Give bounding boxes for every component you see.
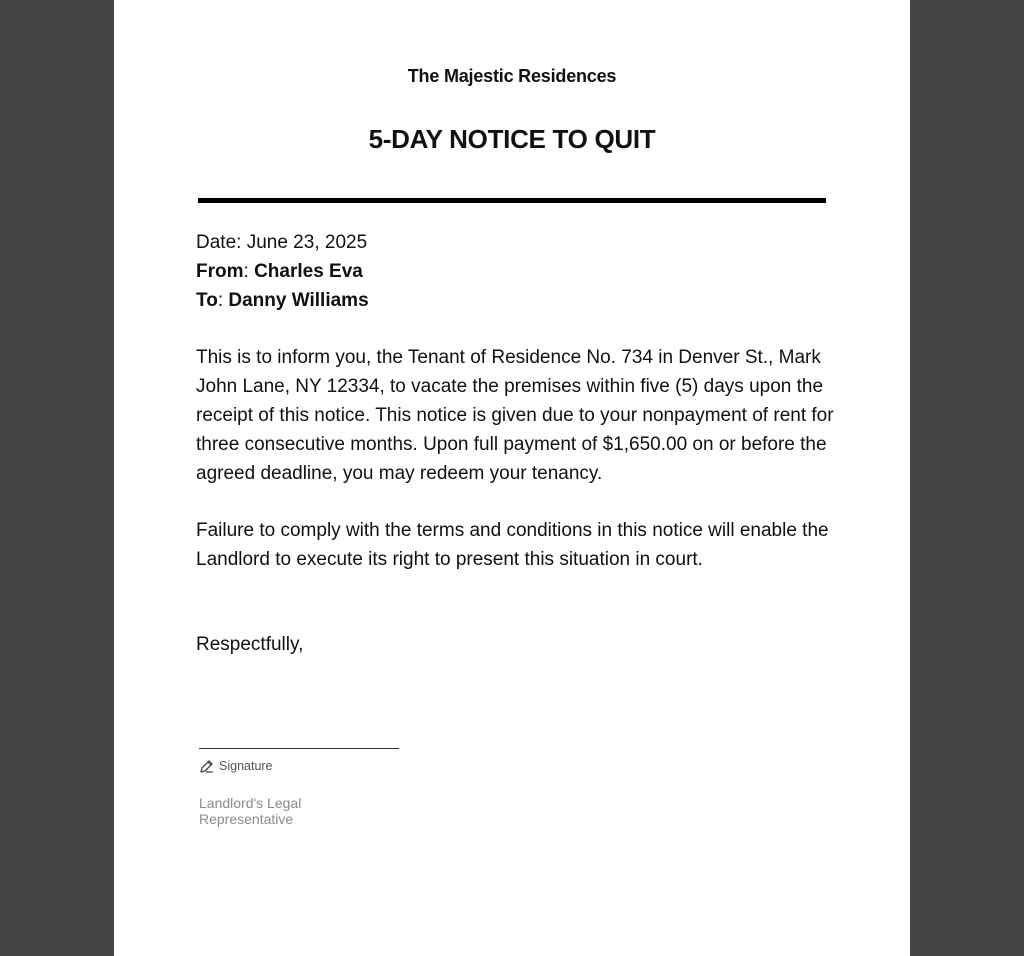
- title-divider: [198, 198, 826, 203]
- date-line: [196, 228, 367, 257]
- signature-label: Signature: [219, 759, 273, 773]
- from-line: From: Charles Eva: [196, 261, 363, 282]
- body-paragraph-2: Failure to comply with the terms and conditions in this notice will enable the Landlord to execute its right to present this situation in court.: [196, 520, 829, 570]
- from-value: Charles Eva: [254, 261, 363, 282]
- date-value: June 23, 2025: [246, 232, 368, 253]
- to-label: To: [196, 290, 218, 311]
- signature-pen-icon: [199, 758, 215, 774]
- signer-role: Landlord's Legal Representative: [199, 795, 302, 827]
- from-label: From: [196, 261, 244, 282]
- company-name: The Majestic Residences: [407, 66, 617, 86]
- notice-title: 5-DAY NOTICE TO QUIT: [368, 124, 656, 154]
- to-line: To: Danny Williams: [196, 290, 369, 311]
- signature-line: [199, 748, 399, 749]
- signature-label-row: [199, 758, 273, 774]
- to-value: Danny Williams: [228, 290, 369, 311]
- body-paragraph-1: This is to inform you, the Tenant of Residence No. 734 in Denver St., Mark John Lane, NY 12334, to vacate the premises within five (5) days upon the receipt of this notice. This notice is given due to your nonpayment of rent for three consecutive months. Upon full payment of $1,650.00 on or before the agreed deadline, you may redeem your tenancy.: [196, 347, 834, 484]
- closing: Respectfully,: [196, 634, 304, 655]
- date-label: Date:: [196, 232, 242, 253]
- document-page: [114, 0, 910, 956]
